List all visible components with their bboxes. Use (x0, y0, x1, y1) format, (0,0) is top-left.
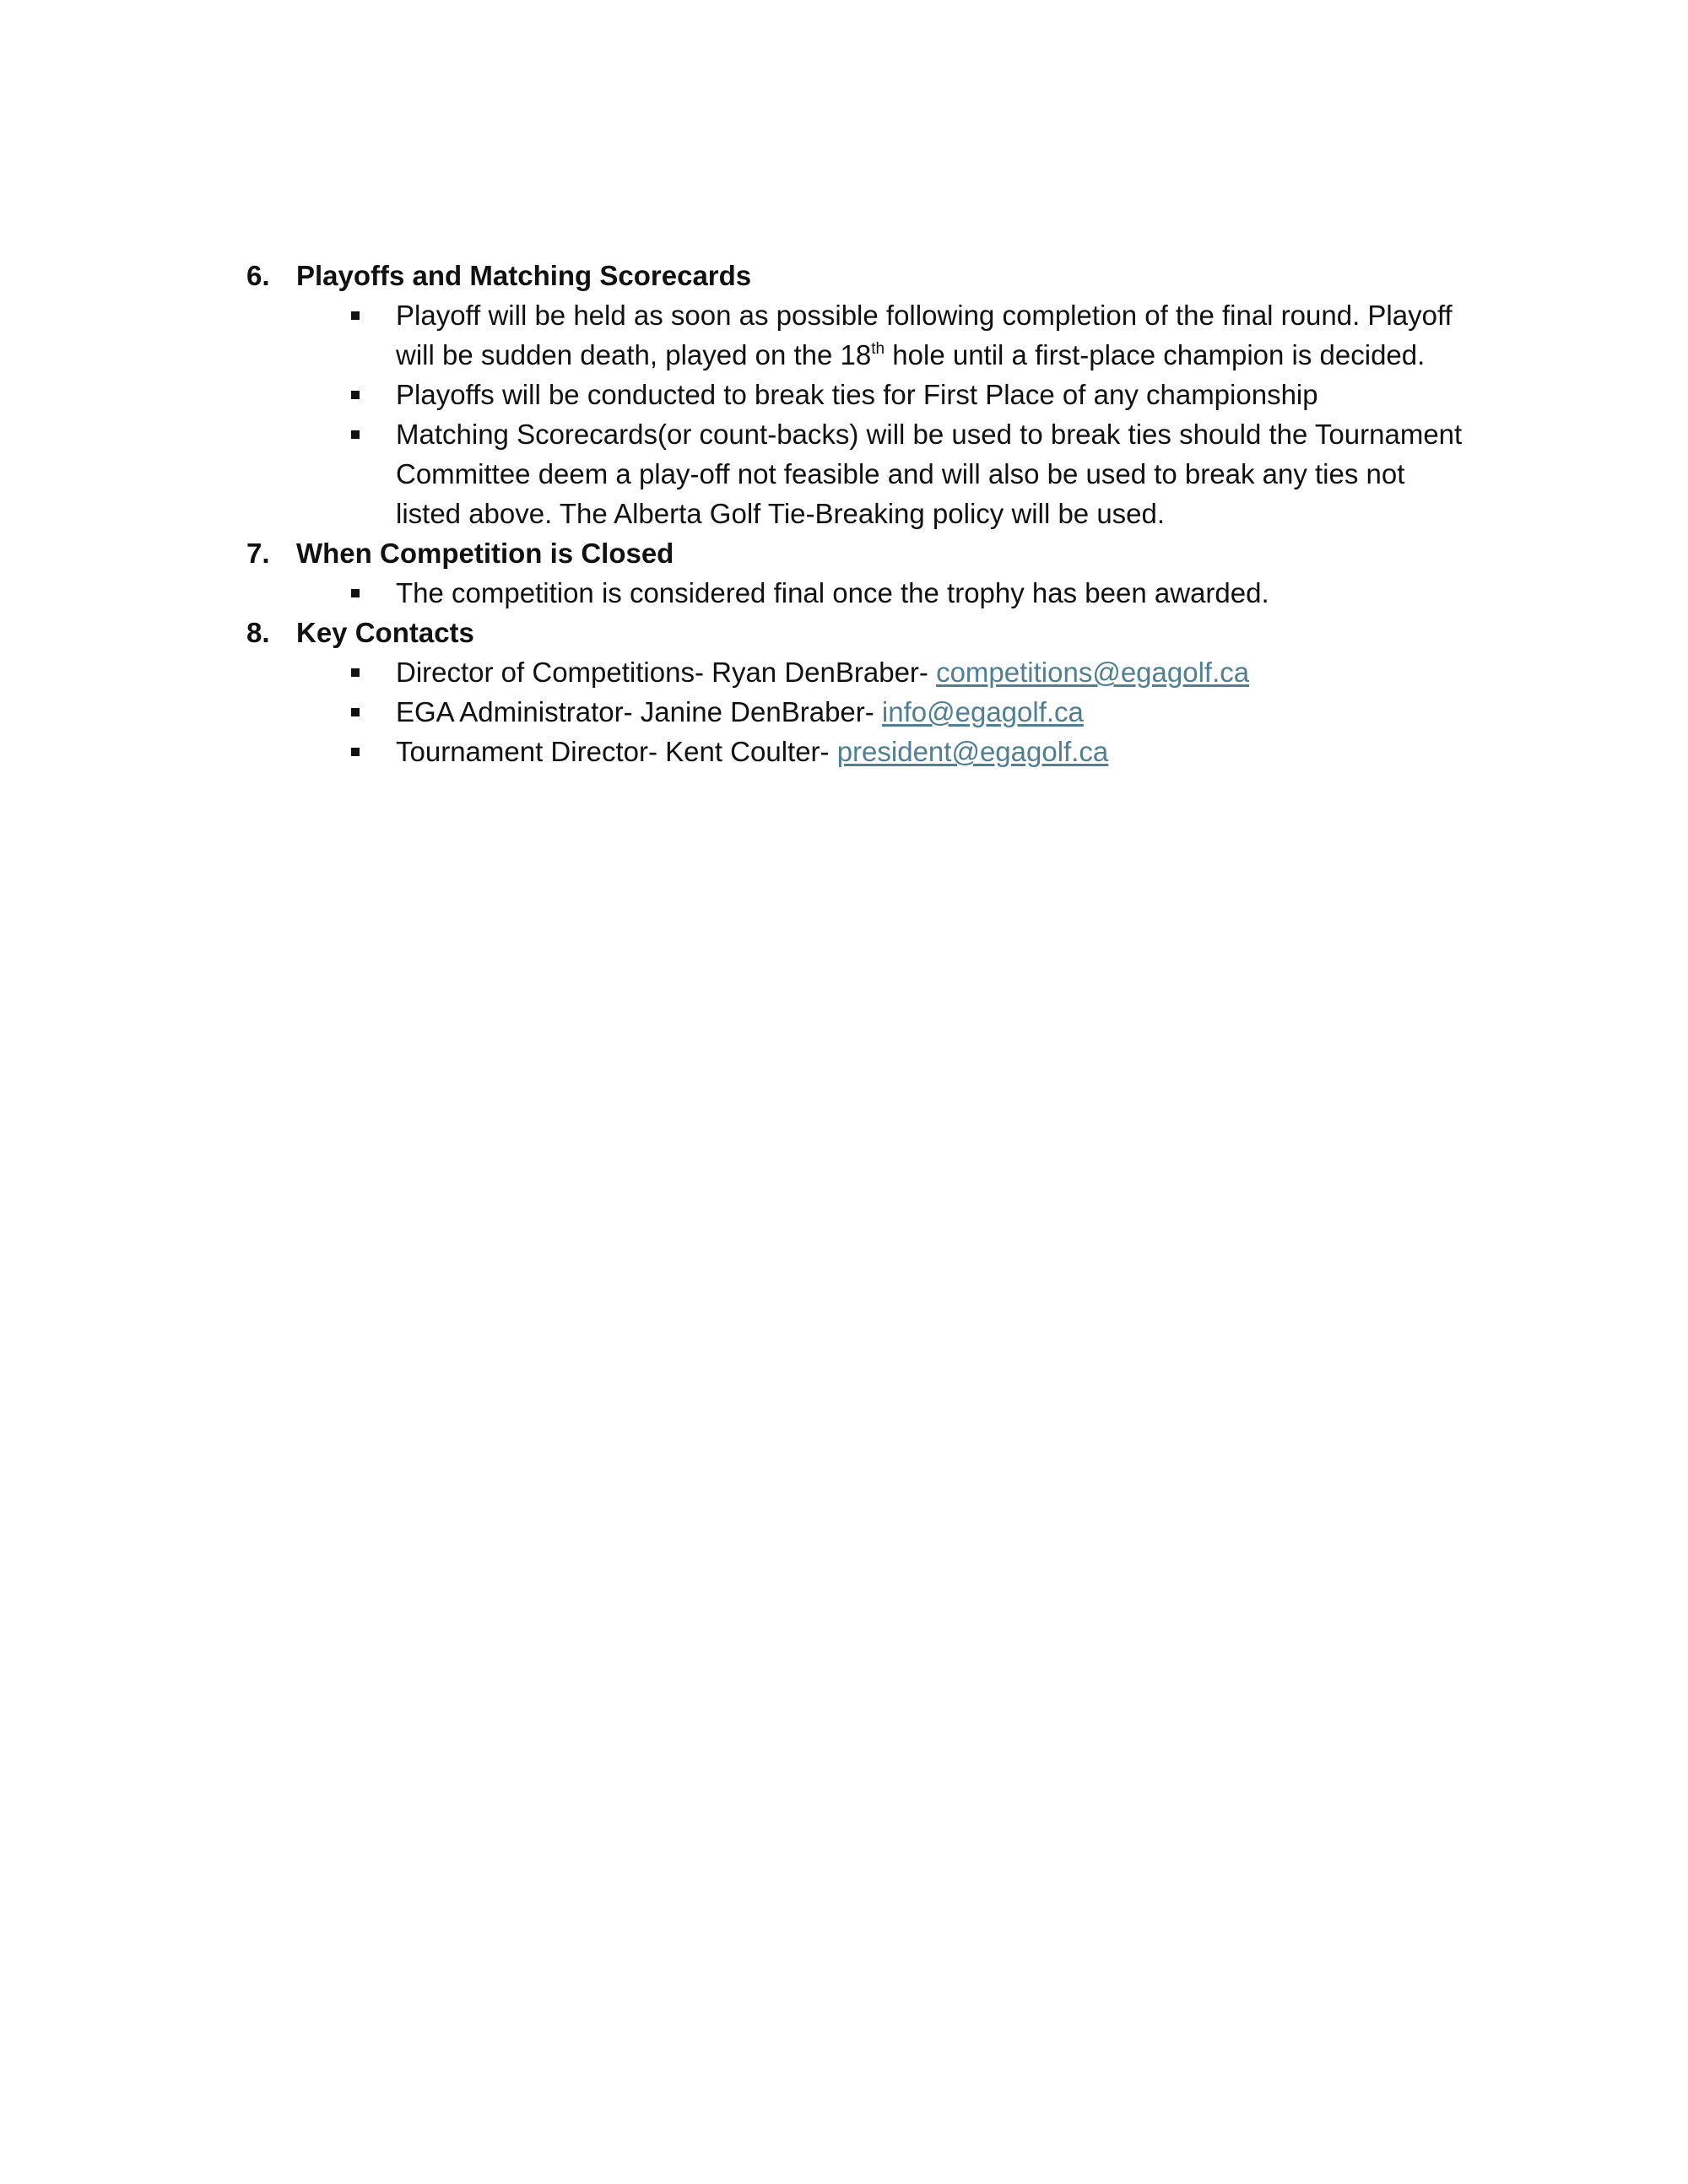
section-heading (246, 533, 1470, 573)
section-playoffs (246, 256, 1470, 533)
list-item (246, 573, 1470, 613)
item-text: The competition is considered final once the trophy has been awarded. (396, 577, 1269, 608)
item-text-continued: hole until a first-place champion is decided. (885, 339, 1426, 370)
contact-item-tournament-director (246, 732, 1470, 771)
item-text: Playoff will be held as soon as possible following completion of the final round. Playoff will be sudden death, played on the 18 (396, 300, 1453, 370)
contact-label: Tournament Director- Kent Coulter- (396, 736, 837, 767)
contact-label: EGA Administrator- Janine DenBraber- (396, 696, 882, 727)
square-bullet-icon (351, 589, 360, 597)
square-bullet-icon (351, 430, 360, 439)
bullet-list (246, 573, 1470, 613)
section-title: Key Contacts (296, 617, 474, 648)
section-number: 8. (246, 617, 270, 648)
item-text: Playoffs will be conducted to break ties for First Place of any championship (396, 379, 1318, 410)
competitions-email-link[interactable]: competitions@egagolf.ca (936, 657, 1250, 688)
contact-item-competitions (246, 652, 1470, 692)
bullet-list (246, 295, 1470, 533)
section-competition-closed (246, 533, 1470, 613)
document-content (246, 256, 1470, 771)
item-text: Matching Scorecards(or count-backs) will be used to break ties should the Tournament Committee deem a play-off not feasible and will also be used to break any ties not listed above. The Alberta Golf Tie-Breaking policy will be used. (396, 419, 1463, 529)
list-item (246, 414, 1470, 533)
section-heading (246, 613, 1470, 652)
contact-label: Director of Competitions- Ryan DenBraber- (396, 657, 937, 688)
list-item (246, 295, 1470, 375)
bullet-list (246, 652, 1470, 771)
contact-item-administrator (246, 692, 1470, 732)
list-item (246, 375, 1470, 414)
section-key-contacts (246, 613, 1470, 771)
section-heading (246, 256, 1470, 295)
square-bullet-icon (351, 311, 360, 320)
info-email-link[interactable]: info@egagolf.ca (881, 696, 1084, 727)
square-bullet-icon (351, 391, 360, 399)
section-title: Playoffs and Matching Scorecards (296, 260, 752, 291)
president-email-link[interactable]: president@egagolf.ca (836, 736, 1109, 767)
section-number: 7. (246, 538, 270, 569)
section-number: 6. (246, 260, 270, 291)
square-bullet-icon (351, 668, 360, 677)
square-bullet-icon (351, 708, 360, 716)
ordinal-superscript: th (871, 340, 885, 358)
section-title: When Competition is Closed (296, 538, 674, 569)
square-bullet-icon (351, 748, 360, 756)
